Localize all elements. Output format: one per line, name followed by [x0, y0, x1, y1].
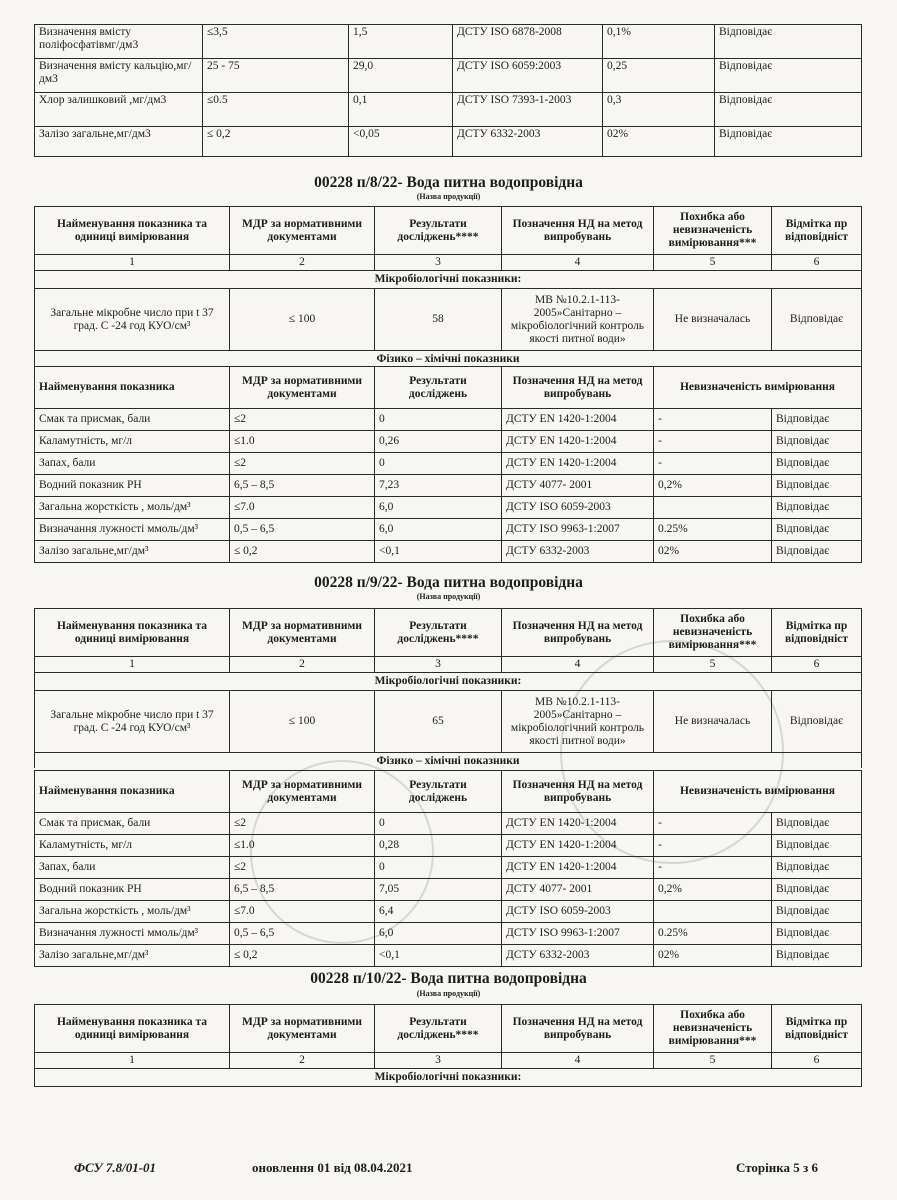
table-cell: Каламутність, мг/л	[35, 835, 230, 857]
column-number: 3	[375, 255, 502, 271]
table-cell: 0	[375, 813, 502, 835]
table-row	[35, 691, 862, 753]
table-row	[35, 289, 862, 351]
table-cell: ДСТУ EN 1420-1:2004	[502, 409, 654, 431]
section-label: Мікробіологічні показники:	[35, 673, 862, 691]
table-cell: Відповідає	[772, 519, 862, 541]
column-number: 3	[375, 657, 502, 673]
table-row	[35, 945, 862, 967]
table-cell: 02%	[654, 945, 772, 967]
table-cell: 6,0	[375, 923, 502, 945]
column-header: Відмітка пр відповідніст	[772, 207, 862, 255]
column-header: Результати досліджень****	[375, 207, 502, 255]
column-number: 5	[654, 255, 772, 271]
table-cell: Відповідає	[772, 835, 862, 857]
table-cell: Визначання лужності ммоль/дм³	[35, 923, 230, 945]
table-cell: 0,28	[375, 835, 502, 857]
column-header: МДР за нормативними документами	[230, 367, 375, 409]
table-cell: 1,5	[349, 25, 453, 59]
section-row	[35, 1069, 862, 1087]
table-cell: Відповідає	[772, 813, 862, 835]
column-number: 5	[654, 657, 772, 673]
product-subtitle: (Назва продукції)	[416, 592, 481, 601]
table-cell: Запах, бали	[35, 453, 230, 475]
column-header: Невизначеність вимірювання	[654, 367, 862, 409]
column-number: 3	[375, 1053, 502, 1069]
table-cell: МВ №10.2.1-113-2005»Санітарно – мікробіологічний контроль якості питної води»	[502, 691, 654, 753]
table-cell: Відповідає	[772, 497, 862, 519]
table-cell: ≤ 100	[230, 289, 375, 351]
table-cell: ДСТУ EN 1420-1:2004	[502, 813, 654, 835]
table-row	[35, 857, 862, 879]
section-row	[35, 271, 862, 289]
table-cell: ДСТУ EN 1420-1:2004	[502, 453, 654, 475]
table-cell: -	[654, 813, 772, 835]
micro-table	[34, 1004, 862, 1087]
table-row	[35, 431, 862, 453]
table-cell: Відповідає	[715, 59, 862, 93]
table-cell: Загальне мікробне число при t 37 град. С -24 год КУО/см³	[35, 691, 230, 753]
table-cell: ≤1.0	[230, 431, 375, 453]
column-header: Найменування показника та одиниці вимірювання	[35, 1005, 230, 1053]
table-cell: -	[654, 431, 772, 453]
table-cell: Відповідає	[772, 923, 862, 945]
table-cell: ДСТУ EN 1420-1:2004	[502, 835, 654, 857]
table-cell: 0,1	[349, 93, 453, 127]
table-cell: 29,0	[349, 59, 453, 93]
section-row	[35, 673, 862, 691]
table-cell: <0,1	[375, 541, 502, 563]
section-label: Мікробіологічні показники:	[35, 271, 862, 289]
table-cell: Відповідає	[715, 93, 862, 127]
table-cell: ДСТУ EN 1420-1:2004	[502, 431, 654, 453]
table-cell: <0,1	[375, 945, 502, 967]
section-label: Фізико – хімічні показники	[35, 753, 862, 769]
table-row	[35, 497, 862, 519]
table-cell: ≤2	[230, 409, 375, 431]
column-header: Невизначеність вимірювання	[654, 771, 862, 813]
table-cell: ≤ 100	[230, 691, 375, 753]
table-cell: 0,3	[603, 93, 715, 127]
table-cell: Відповідає	[772, 901, 862, 923]
column-header: Похибка або невизначеність вимірювання***	[654, 207, 772, 255]
column-number: 6	[772, 1053, 862, 1069]
table-cell: 6,5 – 8,5	[230, 879, 375, 901]
table-cell: 0.25%	[654, 923, 772, 945]
table-row	[35, 475, 862, 497]
footer-form-code: ФСУ 7.8/01-01	[74, 1160, 157, 1175]
table-cell: -	[654, 453, 772, 475]
column-number: 5	[654, 1053, 772, 1069]
footer-revision: оновлення 01 від 08.04.2021	[252, 1160, 413, 1175]
section-row	[35, 753, 862, 769]
table-cell	[654, 497, 772, 519]
table-cell: 0,2%	[654, 879, 772, 901]
table-row	[35, 409, 862, 431]
table-cell: 6,0	[375, 519, 502, 541]
table-cell: -	[654, 835, 772, 857]
table-cell: ≤2	[230, 857, 375, 879]
table-cell: 65	[375, 691, 502, 753]
table-cell: ДСТУ ISO 7393-1-2003	[453, 93, 603, 127]
column-header: Позначення НД на метод випробувань	[502, 1005, 654, 1053]
top-results-table	[34, 24, 862, 157]
table-cell: ДСТУ 6332-2003	[502, 945, 654, 967]
table-cell: Відповідає	[772, 289, 862, 351]
table-row	[35, 813, 862, 835]
section-label: Мікробіологічні показники:	[35, 1069, 862, 1087]
column-header: Результати досліджень	[375, 771, 502, 813]
footer-page-number: Сторінка 5 з 6	[736, 1160, 819, 1175]
table-cell: ДСТУ 6332-2003	[502, 541, 654, 563]
table-cell: 02%	[603, 127, 715, 157]
table-cell: ≤2	[230, 813, 375, 835]
table-cell: Запах, бали	[35, 857, 230, 879]
column-number: 4	[502, 255, 654, 271]
table-cell: 0,5 – 6,5	[230, 923, 375, 945]
table-row	[35, 835, 862, 857]
table-cell: Загальна жорсткість , моль/дм³	[35, 497, 230, 519]
column-header: МДР за нормативними документами	[230, 207, 375, 255]
column-number: 1	[35, 657, 230, 673]
table-cell: Визначення вмісту поліфосфатівмг/дм3	[35, 25, 203, 59]
table-cell: 0,5 – 6,5	[230, 519, 375, 541]
table-cell: Не визначалась	[654, 289, 772, 351]
table-row	[35, 879, 862, 901]
column-header: Похибка або невизначеність вимірювання***	[654, 609, 772, 657]
table-cell: 25 - 75	[203, 59, 349, 93]
phys-table	[34, 770, 862, 967]
column-number-row	[35, 255, 862, 271]
section-row	[35, 351, 862, 367]
column-header: МДР за нормативними документами	[230, 771, 375, 813]
table-cell: 0.25%	[654, 519, 772, 541]
table-cell: Залізо загальне,мг/дм³	[35, 541, 230, 563]
table-cell: ДСТУ 4077- 2001	[502, 475, 654, 497]
table-cell: Відповідає	[772, 541, 862, 563]
column-header: Позначення НД на метод випробувань	[502, 367, 654, 409]
column-number: 2	[230, 255, 375, 271]
table-cell: ≤ 0,2	[230, 945, 375, 967]
product-title: 00228 п/9/22- Вода питна водопровідна	[314, 574, 583, 591]
table-cell: ≤ 0,2	[203, 127, 349, 157]
column-number: 1	[35, 1053, 230, 1069]
table-cell: Смак та присмак, бали	[35, 409, 230, 431]
table-cell	[654, 901, 772, 923]
table-cell: Каламутність, мг/л	[35, 431, 230, 453]
table-row	[35, 541, 862, 563]
table-cell: 0	[375, 857, 502, 879]
table-cell: ДСТУ EN 1420-1:2004	[502, 857, 654, 879]
column-header: Позначення НД на метод випробувань	[502, 771, 654, 813]
table-cell: ≤7.0	[230, 497, 375, 519]
table-cell: ≤3,5	[203, 25, 349, 59]
table-cell: Смак та присмак, бали	[35, 813, 230, 835]
table-cell: Відповідає	[772, 879, 862, 901]
table-cell: 7,23	[375, 475, 502, 497]
column-header: Відмітка пр відповідніст	[772, 609, 862, 657]
column-header: Похибка або невизначеність вимірювання***	[654, 1005, 772, 1053]
column-number: 1	[35, 255, 230, 271]
product-title: 00228 п/10/22- Вода питна водопровідна	[310, 970, 587, 987]
table-row	[35, 59, 862, 93]
product-subtitle: (Назва продукції)	[416, 192, 481, 201]
table-cell: Водний показник PH	[35, 475, 230, 497]
column-number-row	[35, 657, 862, 673]
column-header: Позначення НД на метод випробувань	[502, 207, 654, 255]
table-cell: Визначення вмісту кальцію,мг/дм3	[35, 59, 203, 93]
table-header-row	[35, 609, 862, 657]
table-cell: ДСТУ ISO 9963-1:2007	[502, 519, 654, 541]
column-number-row	[35, 1053, 862, 1069]
table-cell: ДСТУ ISO 6059-2003	[502, 497, 654, 519]
table-cell: Загальне мікробне число при t 37 град. С -24 год КУО/см³	[35, 289, 230, 351]
table-cell: -	[654, 409, 772, 431]
table-cell: ДСТУ 4077- 2001	[502, 879, 654, 901]
table-row	[35, 93, 862, 127]
table-cell: ДСТУ 6332-2003	[453, 127, 603, 157]
table-cell: Залізо загальне,мг/дм3	[35, 127, 203, 157]
table-row	[35, 901, 862, 923]
table-cell: 0,25	[603, 59, 715, 93]
column-number: 6	[772, 657, 862, 673]
table-cell: Відповідає	[772, 857, 862, 879]
table-cell: 7,05	[375, 879, 502, 901]
column-number: 2	[230, 1053, 375, 1069]
column-header: Найменування показника	[35, 367, 230, 409]
column-number: 4	[502, 1053, 654, 1069]
column-number: 2	[230, 657, 375, 673]
micro-table	[34, 608, 862, 768]
table-cell: Відповідає	[772, 453, 862, 475]
table-cell: Відповідає	[772, 475, 862, 497]
table-cell: ≤7.0	[230, 901, 375, 923]
table-cell: МВ №10.2.1-113-2005»Санітарно – мікробіологічний контроль якості питної води»	[502, 289, 654, 351]
column-header: МДР за нормативними документами	[230, 1005, 375, 1053]
table-cell: 0,1%	[603, 25, 715, 59]
table-cell: ДСТУ ISO 6059:2003	[453, 59, 603, 93]
table-cell: Відповідає	[772, 691, 862, 753]
column-header: Результати досліджень****	[375, 1005, 502, 1053]
column-header: Найменування показника та одиниці вимірювання	[35, 609, 230, 657]
column-number: 6	[772, 255, 862, 271]
table-cell: 0,2%	[654, 475, 772, 497]
column-header: Найменування показника та одиниці вимірювання	[35, 207, 230, 255]
table-cell: 0	[375, 409, 502, 431]
table-row	[35, 127, 862, 157]
table-row	[35, 923, 862, 945]
table-header-row	[35, 367, 862, 409]
table-cell: 0	[375, 453, 502, 475]
table-cell: -	[654, 857, 772, 879]
table-cell: Відповідає	[772, 431, 862, 453]
table-header-row	[35, 771, 862, 813]
table-cell: 6,4	[375, 901, 502, 923]
column-header: Результати досліджень****	[375, 609, 502, 657]
table-cell: ДСТУ ISO 6878-2008	[453, 25, 603, 59]
table-row	[35, 25, 862, 59]
table-cell: 58	[375, 289, 502, 351]
table-cell: Відповідає	[772, 409, 862, 431]
table-cell: ≤2	[230, 453, 375, 475]
column-header: Найменування показника	[35, 771, 230, 813]
table-cell: Загальна жорсткість , моль/дм³	[35, 901, 230, 923]
table-header-row	[35, 207, 862, 255]
micro-table	[34, 206, 862, 366]
table-cell: ДСТУ ISO 9963-1:2007	[502, 923, 654, 945]
table-cell: Відповідає	[715, 127, 862, 157]
table-cell: ≤0.5	[203, 93, 349, 127]
table-cell: 6,5 – 8,5	[230, 475, 375, 497]
table-row	[35, 453, 862, 475]
table-header-row	[35, 1005, 862, 1053]
section-label: Фізико – хімічні показники	[35, 351, 862, 367]
table-cell: Визначання лужності ммоль/дм³	[35, 519, 230, 541]
table-cell: ≤1.0	[230, 835, 375, 857]
table-cell: Водний показник PH	[35, 879, 230, 901]
table-cell: Хлор залишковий ,мг/дм3	[35, 93, 203, 127]
column-header: Відмітка пр відповідніст	[772, 1005, 862, 1053]
column-number: 4	[502, 657, 654, 673]
table-row	[35, 519, 862, 541]
product-subtitle: (Назва продукції)	[416, 989, 481, 998]
table-cell: Залізо загальне,мг/дм³	[35, 945, 230, 967]
product-title: 00228 п/8/22- Вода питна водопровідна	[314, 174, 583, 191]
table-cell: ДСТУ ISO 6059-2003	[502, 901, 654, 923]
table-cell: 02%	[654, 541, 772, 563]
table-cell: ≤ 0,2	[230, 541, 375, 563]
table-cell: 0,26	[375, 431, 502, 453]
column-header: Позначення НД на метод випробувань	[502, 609, 654, 657]
column-header: Результати досліджень	[375, 367, 502, 409]
table-cell: Відповідає	[715, 25, 862, 59]
table-cell: <0,05	[349, 127, 453, 157]
table-cell: 6,0	[375, 497, 502, 519]
table-cell: Не визначалась	[654, 691, 772, 753]
column-header: МДР за нормативними документами	[230, 609, 375, 657]
table-cell: Відповідає	[772, 945, 862, 967]
phys-table	[34, 366, 862, 563]
